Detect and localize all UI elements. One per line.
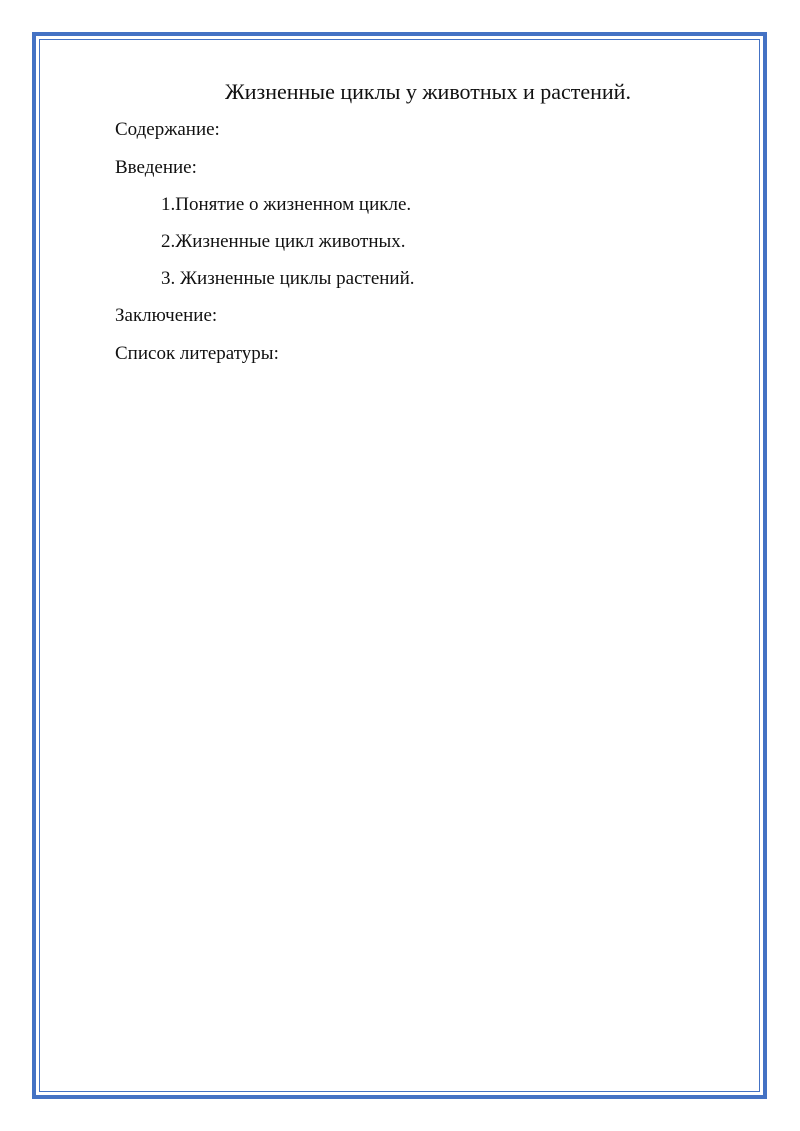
toc-heading: Содержание:	[115, 119, 220, 140]
toc-conclusion: Заключение:	[115, 305, 218, 326]
toc-item-2: 2.Жизненные цикл животных.	[161, 231, 406, 252]
toc-item-1: 1.Понятие о жизненном цикле.	[161, 194, 412, 215]
toc-references: Список литературы:	[115, 343, 279, 364]
document-title: Жизненные циклы у животных и растений.	[225, 79, 631, 104]
toc-item-3: 3. Жизненные циклы растений.	[161, 268, 415, 289]
toc-introduction: Введение:	[115, 157, 197, 178]
